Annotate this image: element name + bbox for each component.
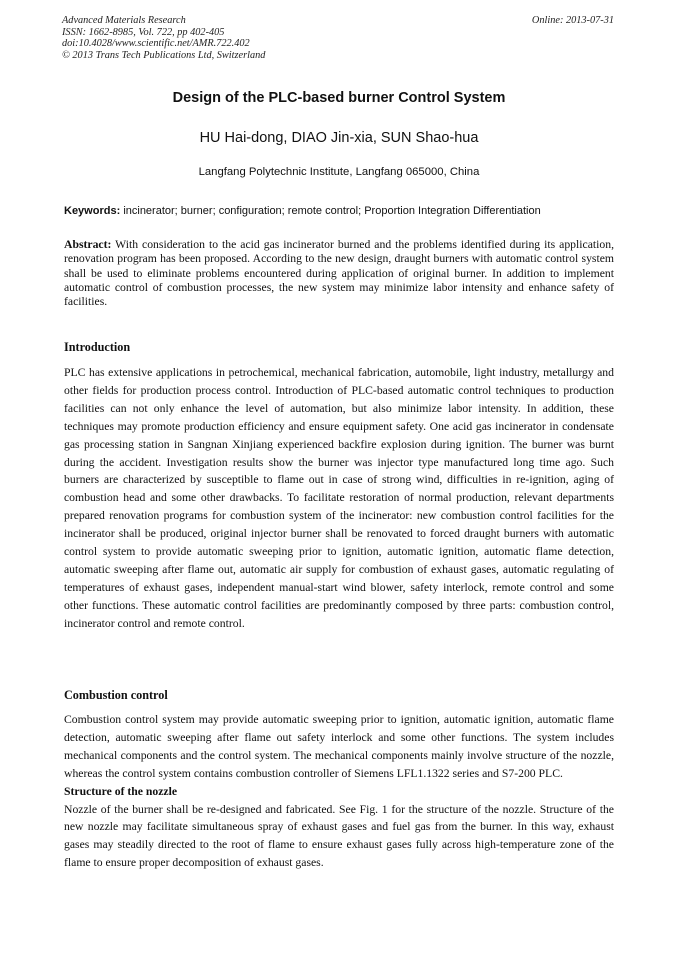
journal-header <box>62 15 614 61</box>
doi-line: doi:10.4028/www.scientific.net/AMR.722.402 <box>62 38 250 50</box>
issn-line: ISSN: 1662-8985, Vol. 722, pp 402-405 <box>62 26 225 38</box>
copyright-line: © 2013 Trans Tech Publications Ltd, Switzerland <box>62 49 266 61</box>
nozzle-paragraph: Nozzle of the burner shall be re-designed and fabricated. See Fig. 1 for the structure of the nozzle. Structure of the new nozzle may facilitate simultaneous spray of exhaust gases and fuel gas from the burner. In this way, exhaust gases may steadily directed to the root of flame to ensure exhaust gases fully across high-temperature zone of the flame to ensure proper decomposition of exhaust gases. <box>64 802 614 870</box>
introduction-paragraph: PLC has extensive applications in petrochemical, mechanical fabrication, automobile, light industry, metallurgy and other fields for production process control. Introduction of PLC-based automatic control techniques to production facilities can not only enhance the level of automation, but also minimize labor intensity. In addition, these techniques may promote production efficiency and ensure equipment safety. One acid gas incinerator in condensate gas processing station in Sangnan Xinjiang experienced backfire explosion during ignition. The burner was burnt during the accident. Investigation results show the burner was injector type manufactured long time ago. Such burners are characterized by susceptible to flame out in case of strong wind, difficulties in re-ignition, aging of combustion head and some other drawbacks. To facilitate restoration of normal production, relevant departments prepared renovation programs for combustion system of the incinerator: new combustion control facilities for the incinerator shall be produced, original injector burner shall be renovated to forced draught burners with automatic control system to provide automatic sweeping prior to ignition, automatic ignition, automatic flame detection, automatic sweeping after flame out, automatic air supply for combustion of exhaust gases, automatic regulating of temperatures of exhaust gases, independent manual-start wind blower, safety interlock, remote control and some other functions. These automatic control facilities are predominantly composed by three parts: combustion control, incinerator control and remote control. <box>64 366 614 630</box>
paper-title: Design of the PLC-based burner Control System <box>172 90 506 106</box>
introduction-body <box>64 364 614 633</box>
nozzle-subheading: Structure of the nozzle <box>64 784 178 798</box>
journal-name: Advanced Materials Research <box>62 15 186 26</box>
affiliation: Langfang Polytechnic Institute, Langfang 065000, China <box>198 166 480 178</box>
keywords-line <box>64 205 616 217</box>
introduction-heading: Introduction <box>64 340 131 354</box>
combustion-control-paragraph: Combustion control system may provide automatic sweeping prior to ignition, automatic ignition, automatic flame detection, automatic sweeping after flame out safety interlock and some other functions. The system includes mechanical components and the control system. The mechanical components mainly involve structure of the nozzle, whereas the control system contains combustion controller of Siemens LFL1.1322 series and S7-200 PLC. <box>64 713 614 780</box>
combustion-control-heading: Combustion control <box>64 688 168 702</box>
combustion-control-body <box>64 711 614 872</box>
author-list: HU Hai-dong, DIAO Jin-xia, SUN Shao-hua <box>199 130 479 146</box>
online-date: Online: 2013-07-31 <box>531 15 614 26</box>
abstract-label: Abstract: <box>64 238 112 251</box>
keywords-label: Keywords: <box>64 205 121 217</box>
abstract-text: With consideration to the acid gas incinerator burned and the problems identified during its application, renovation program has been proposed. According to the new design, draught burners with automatic control system shall be used to eliminate problems encountered during application of original burner. In addition to implement automatic control of combustion processes, the new system may minimize labor intensity and enhance safety of facilities. <box>64 238 614 309</box>
abstract <box>64 238 614 309</box>
keywords-text: incinerator; burner; configuration; remote control; Proportion Integration Differentiation <box>123 205 541 217</box>
